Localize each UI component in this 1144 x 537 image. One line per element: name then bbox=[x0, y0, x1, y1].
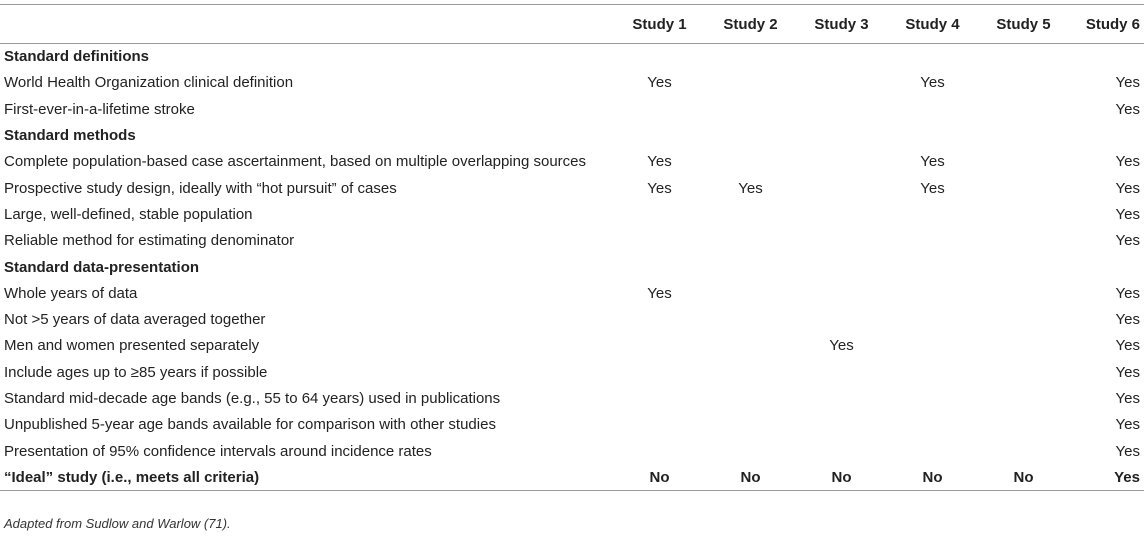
header-cell-study-3: Study 3 bbox=[796, 5, 887, 44]
cell-study-6: Yes bbox=[1115, 153, 1140, 171]
cell-study-5 bbox=[978, 385, 1069, 411]
cell-study-1: Yes bbox=[647, 74, 672, 92]
header-cell-study-1: Study 1 bbox=[614, 5, 705, 44]
row-label: Whole years of data bbox=[4, 284, 138, 302]
criteria-table bbox=[0, 4, 1144, 491]
cell-study-2 bbox=[705, 359, 796, 385]
cell-study-3 bbox=[796, 280, 887, 306]
cell-study-6: Yes bbox=[1115, 100, 1140, 118]
table-row bbox=[0, 96, 1144, 122]
cell-study-2 bbox=[705, 96, 796, 122]
summary-row bbox=[0, 464, 1144, 490]
cell-study-3 bbox=[796, 254, 887, 280]
cell-study-6: Yes bbox=[1115, 232, 1140, 250]
cell-study-6: Yes bbox=[1115, 363, 1140, 381]
header-cell-study-2: Study 2 bbox=[705, 5, 796, 44]
cell-study-2: No bbox=[740, 468, 761, 486]
cell-study-2 bbox=[705, 149, 796, 175]
table-row bbox=[0, 175, 1144, 201]
cell-study-3 bbox=[796, 96, 887, 122]
cell-study-5 bbox=[978, 122, 1069, 148]
cell-study-6: Yes bbox=[1114, 468, 1140, 486]
cell-study-3: Yes bbox=[829, 337, 854, 355]
cell-study-2 bbox=[705, 438, 796, 464]
cell-study-1 bbox=[614, 333, 705, 359]
row-label: First-ever-in-a-lifetime stroke bbox=[4, 100, 195, 118]
cell-study-4 bbox=[887, 280, 978, 306]
cell-study-4 bbox=[887, 359, 978, 385]
cell-study-4: No bbox=[922, 468, 943, 486]
cell-study-5 bbox=[978, 149, 1069, 175]
cell-study-4: Yes bbox=[920, 153, 945, 171]
cell-study-6: Yes bbox=[1115, 311, 1140, 329]
cell-study-2 bbox=[705, 280, 796, 306]
cell-study-1 bbox=[614, 306, 705, 332]
row-label: Unpublished 5-year age bands available for comparison with other studies bbox=[4, 416, 496, 434]
cell-study-5 bbox=[978, 438, 1069, 464]
row-label: “Ideal” study (i.e., meets all criteria) bbox=[4, 468, 260, 486]
cell-study-4 bbox=[887, 44, 978, 70]
table-row bbox=[0, 359, 1144, 385]
table-row bbox=[0, 306, 1144, 332]
header-cell-study-6: Study 6 bbox=[1069, 5, 1144, 44]
cell-study-5 bbox=[978, 70, 1069, 96]
row-label: Standard definitions bbox=[4, 48, 150, 66]
cell-study-4 bbox=[887, 122, 978, 148]
cell-study-4 bbox=[887, 412, 978, 438]
cell-study-3 bbox=[796, 306, 887, 332]
cell-study-1: Yes bbox=[647, 179, 672, 197]
cell-study-6: Yes bbox=[1115, 74, 1140, 92]
cell-study-6: Yes bbox=[1115, 179, 1140, 197]
row-label: Reliable method for estimating denominator bbox=[4, 232, 295, 250]
cell-study-1 bbox=[614, 385, 705, 411]
header-cell-study-5: Study 5 bbox=[978, 5, 1069, 44]
cell-study-6 bbox=[1069, 122, 1144, 148]
cell-study-2 bbox=[705, 385, 796, 411]
cell-study-3: No bbox=[831, 468, 852, 486]
cell-study-4 bbox=[887, 333, 978, 359]
cell-study-2 bbox=[705, 254, 796, 280]
cell-study-6: Yes bbox=[1115, 284, 1140, 302]
cell-study-4 bbox=[887, 254, 978, 280]
cell-study-1 bbox=[614, 438, 705, 464]
cell-study-2 bbox=[705, 228, 796, 254]
cell-study-3 bbox=[796, 228, 887, 254]
row-label: Prospective study design, ideally with “hot pursuit” of cases bbox=[4, 179, 397, 197]
row-label: Standard methods bbox=[4, 127, 136, 145]
header-cell-study-4: Study 4 bbox=[887, 5, 978, 44]
cell-study-1 bbox=[614, 96, 705, 122]
cell-study-2 bbox=[705, 122, 796, 148]
cell-study-4 bbox=[887, 385, 978, 411]
cell-study-1: Yes bbox=[647, 284, 672, 302]
header-row bbox=[0, 5, 1144, 44]
table-row bbox=[0, 438, 1144, 464]
cell-study-3 bbox=[796, 149, 887, 175]
cell-study-2 bbox=[705, 44, 796, 70]
cell-study-6: Yes bbox=[1115, 205, 1140, 223]
cell-study-5 bbox=[978, 201, 1069, 227]
cell-study-3 bbox=[796, 438, 887, 464]
cell-study-2: Yes bbox=[738, 179, 763, 197]
row-label: Presentation of 95% confidence intervals around incidence rates bbox=[4, 442, 432, 460]
cell-study-4: Yes bbox=[920, 74, 945, 92]
cell-study-1: No bbox=[649, 468, 670, 486]
row-label: Include ages up to ≥85 years if possible bbox=[4, 363, 268, 381]
row-label: Large, well-defined, stable population bbox=[4, 205, 253, 223]
cell-study-6 bbox=[1069, 254, 1144, 280]
cell-study-5 bbox=[978, 254, 1069, 280]
cell-study-5 bbox=[978, 333, 1069, 359]
cell-study-4: Yes bbox=[920, 179, 945, 197]
cell-study-5: No bbox=[1013, 468, 1034, 486]
cell-study-4 bbox=[887, 228, 978, 254]
row-label: Standard mid-decade age bands (e.g., 55 to 64 years) used in publications bbox=[4, 390, 501, 407]
table-row bbox=[0, 280, 1144, 306]
table-row bbox=[0, 70, 1144, 96]
cell-study-3 bbox=[796, 70, 887, 96]
cell-study-4 bbox=[887, 96, 978, 122]
cell-study-2 bbox=[705, 333, 796, 359]
cell-study-6: Yes bbox=[1115, 416, 1140, 434]
section-header-row bbox=[0, 44, 1144, 70]
cell-study-5 bbox=[978, 359, 1069, 385]
header-cell-criterion bbox=[0, 5, 614, 44]
cell-study-1 bbox=[614, 201, 705, 227]
table-row bbox=[0, 149, 1144, 175]
cell-study-5 bbox=[978, 44, 1069, 70]
table-caption: Adapted from Sudlow and Warlow (71). bbox=[4, 516, 231, 531]
cell-study-6: Yes bbox=[1115, 442, 1140, 460]
cell-study-3 bbox=[796, 201, 887, 227]
cell-study-4 bbox=[887, 306, 978, 332]
table-body bbox=[0, 44, 1144, 491]
cell-study-2 bbox=[705, 412, 796, 438]
row-label: Complete population-based case ascertainment, based on multiple overlapping sources bbox=[4, 153, 587, 171]
cell-study-6: Yes bbox=[1115, 337, 1140, 355]
cell-study-4 bbox=[887, 201, 978, 227]
cell-study-5 bbox=[978, 306, 1069, 332]
cell-study-3 bbox=[796, 122, 887, 148]
cell-study-1 bbox=[614, 122, 705, 148]
cell-study-1 bbox=[614, 44, 705, 70]
cell-study-5 bbox=[978, 412, 1069, 438]
cell-study-2 bbox=[705, 70, 796, 96]
cell-study-6: Yes bbox=[1115, 390, 1140, 407]
cell-study-3 bbox=[796, 359, 887, 385]
cell-study-3 bbox=[796, 385, 887, 411]
cell-study-3 bbox=[796, 175, 887, 201]
cell-study-5 bbox=[978, 175, 1069, 201]
table-row bbox=[0, 228, 1144, 254]
cell-study-5 bbox=[978, 96, 1069, 122]
section-header-row bbox=[0, 254, 1144, 280]
row-label: World Health Organization clinical definition bbox=[4, 74, 294, 92]
cell-study-5 bbox=[978, 280, 1069, 306]
table-row bbox=[0, 201, 1144, 227]
cell-study-2 bbox=[705, 306, 796, 332]
cell-study-1: Yes bbox=[647, 153, 672, 171]
cell-study-1 bbox=[614, 254, 705, 280]
cell-study-3 bbox=[796, 44, 887, 70]
table-row bbox=[0, 412, 1144, 438]
row-label: Standard data-presentation bbox=[4, 258, 200, 276]
row-label: Men and women presented separately bbox=[4, 337, 260, 355]
cell-study-3 bbox=[796, 412, 887, 438]
cell-study-6 bbox=[1069, 44, 1144, 70]
cell-study-2 bbox=[705, 201, 796, 227]
cell-study-1 bbox=[614, 359, 705, 385]
cell-study-5 bbox=[978, 228, 1069, 254]
cell-study-4 bbox=[887, 438, 978, 464]
cell-study-1 bbox=[614, 412, 705, 438]
cell-study-1 bbox=[614, 228, 705, 254]
section-header-row bbox=[0, 122, 1144, 148]
row-label: Not >5 years of data averaged together bbox=[4, 311, 266, 329]
table-row bbox=[0, 333, 1144, 359]
table-row bbox=[0, 385, 1144, 411]
